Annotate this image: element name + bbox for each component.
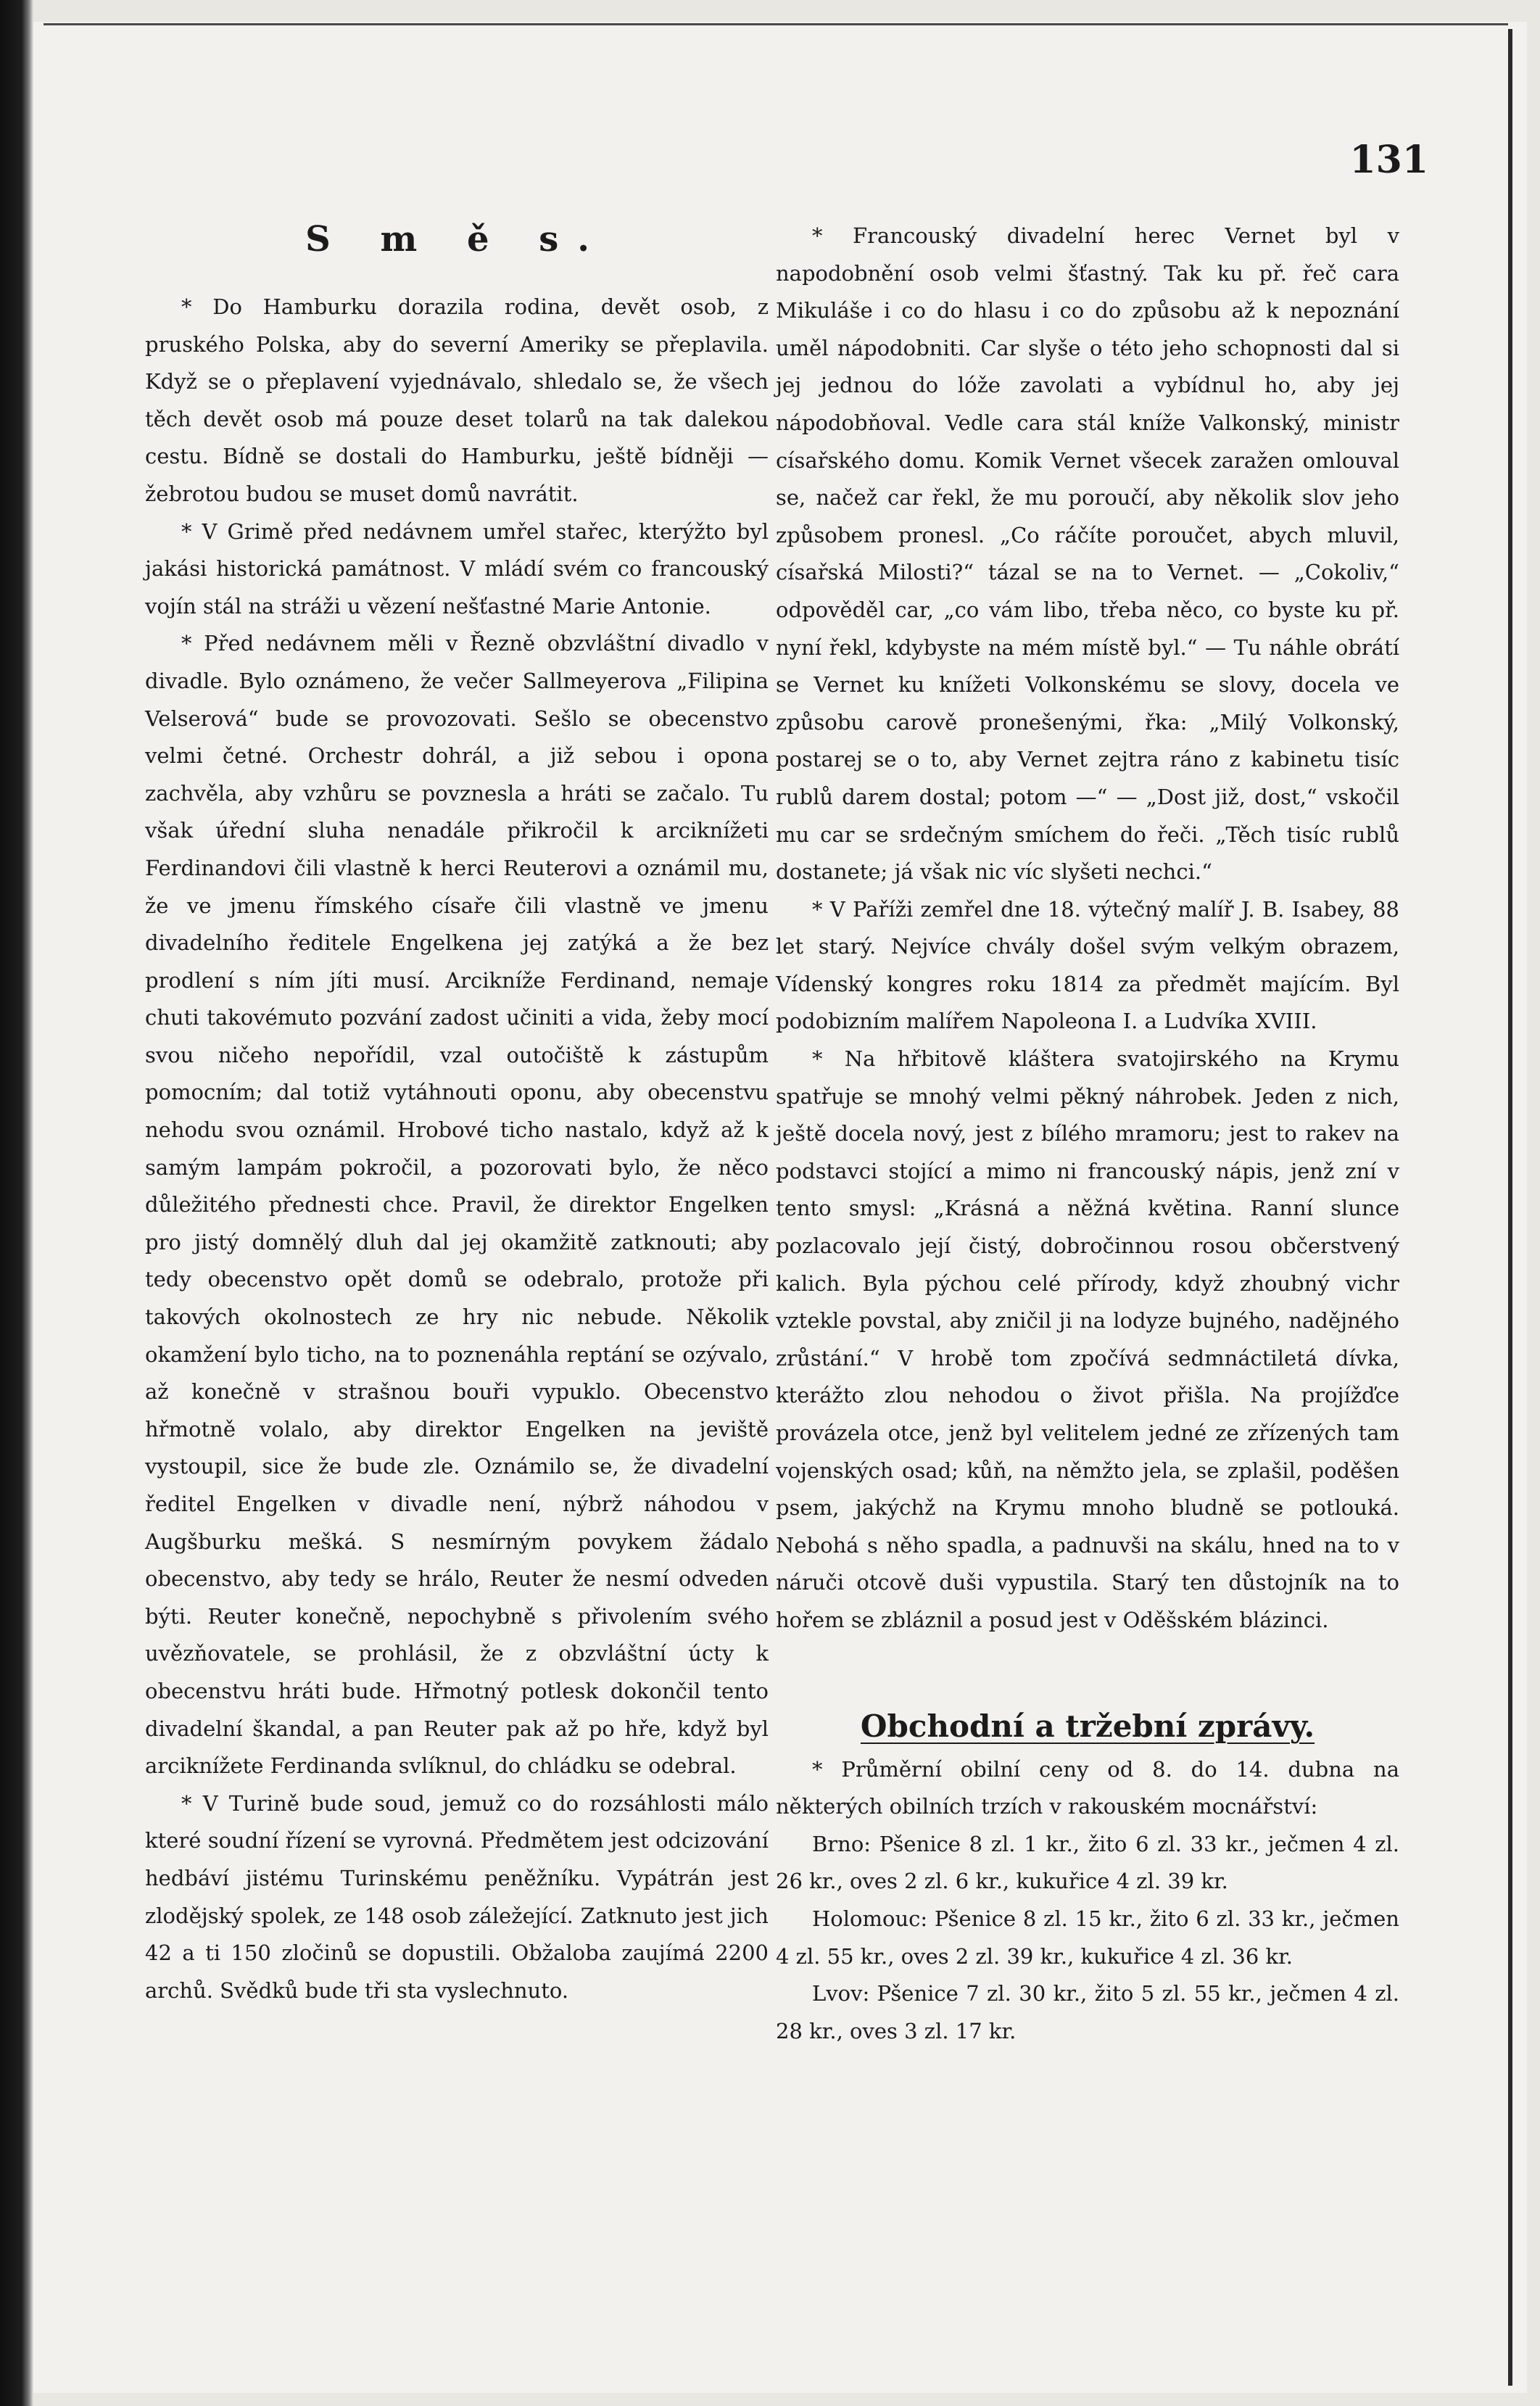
price-entry-holomouc: Holomouc: Pšenice 8 zl. 15 kr., žito 6 zl. 33 kr., ječmen 4 zl. 55 kr., oves 2 zl. 39 kr., kukuřice 4 zl. 36 kr. xyxy=(776,1906,1399,1969)
article-grima: * V Grimě před nedávnem umřel stařec, kterýžto byl jakási historická památnost. V mládí svém co francouský vojín stál na stráži u vězení nešťastné Marie Antonie. xyxy=(145,518,769,619)
trade-intro: * Průměrní obilní ceny od 8. do 14. dubna na některých obilních trzích v rakouském mocnářství: xyxy=(776,1756,1399,1819)
article-rezno-theatre: * Před nedávnem měli v Řezně obzvláštní divadlo v divadle. Bylo oznámeno, že večer Sallmeyerova „Filipina Velserová“ bude se provozovati. Sešlo se obecenstvo velmi četné. Orchestr dohrál, a již sebou i opona zachvěla, aby vzhůru se povznesla a hráti se začalo. Tu však úřední sluha nenadále přikročil k arciknížeti Ferdinandovi čili vlastně k herci Reuterovi a oznámil mu, že ve jmenu římského císaře čili vlastně ve jmenu divadelního ředitele Engelkena jej zatýká a že bez prodlení s ním jíti musí. Arcikníže Ferdinand, nemaje chuti takovémuto pozvání zadost učiniti a vida, žeby mocí svou ničeho nepořídil, vzal outočiště k zástupům pomocním; dal totiž vytáhnouti oponu, aby obecenstvu nehodu svou oznámil. Hrobové ticho nastalo, když až k samým lampám pokročil, a pozorovati bylo, že něco důležitého přednesti chce. Pravil, že direktor Engelken pro jistý domnělý dluh dal jej okamžitě zatknouti; aby tedy obecenstvo opět domů se odebralo, protože při takových okolnostech ze hry nic nebude. Několik okamžení bylo ticho, na to poznenáhla reptání se ozývalo, až konečně v strašnou bouři vypuklo. Obecenstvo hřmotně volalo, aby direktor Engelken na jeviště vystoupil, sice že bude zle. Oznámilo se, že divadelní ředitel Engelken v divadle není, nýbrž náhodou v Augšburku mešká. S nesmírným povykem žádalo obecenstvo, aby tedy se hrálo, Reuter že nesmí odveden býti. Reuter konečně, nepochybně s přivolením svého uvězňovatele, se prohlásil, že z obzvláštní úcty k obecenstvu hráti bude. Hřmotný potlesk dokončil tento divadelní škandal, a pan Reuter pak až po hře, když byl arciknížete Ferdinanda svlíknul, do chládku se odebral. xyxy=(145,631,769,1779)
top-rule xyxy=(44,23,1508,25)
right-column xyxy=(776,218,1399,2050)
article-hamburg: * Do Hamburku dorazila rodina, devět osob, z pruského Polska, aby do severní Ameriky se přeplavila. Když se o přeplavení vyjednávalo, shledalo se, že všech těch devět osob má pouze deset tolarů na tak dalekou cestu. Bídně se dostali do Hamburku, ještě bídněji — žebrotou budou se muset domů navrátit. xyxy=(145,294,769,506)
section-title-smes: S m ě s. xyxy=(305,219,608,260)
article-vernet: * Francouský divadelní herec Vernet byl v napodobnění osob velmi šťastný. Tak ku př. řeč cara Mikuláše i co do hlasu i co do způsobu až k nepoznání uměl nápodobniti. Car slyše o této jeho schopnosti dal si jej jednou do lóže zavolati a vybídnul ho, aby jej nápodobňoval. Vedle cara stál kníže Valkonský, ministr císařského domu. Komik Vernet všecek zaražen omlouval se, načež car řekl, že mu poroučí, aby několik slov jeho způsobem pronesl. „Co ráčíte poroučet, abych mluvil, císařská Milosti?“ tázal se na to Vernet. — „Cokoliv,“ odpověděl car, „co vám libo, třeba něco, co byste ku př. nyní řekl, kdybyste na mém místě byl.“ — Tu náhle obrátí se Vernet ku knížeti Volkonskému se slovy, docela ve způsobu carově pronešenými, řka: „Milý Volkonský, postarej se o to, aby Vernet zejtra ráno z kabinetu tisíc rublů darem dostal; potom —“ — „Dost již, dost,“ vskočil mu car se srdečným smíchem do řeči. „Těch tisíc rublů dostanete; já však nic víc slyšeti nechci.“ xyxy=(776,223,1399,885)
price-entry-lvov: Lvov: Pšenice 7 zl. 30 kr., žito 5 zl. 55 kr., ječmen 4 zl. 28 kr., oves 3 zl. 17 kr. xyxy=(776,1981,1399,2043)
price-entry-brno: Brno: Pšenice 8 zl. 1 kr., žito 6 zl. 33 kr., ječmen 4 zl. 26 kr., oves 2 zl. 6 kr., kukuřice 4 zl. 39 kr. xyxy=(776,1831,1399,1894)
scan-binding-edge xyxy=(0,0,33,2406)
right-margin-rule xyxy=(1508,29,1512,2386)
trade-news-title: Obchodní a tržební zprávy. xyxy=(860,1708,1315,1744)
page-number: 131 xyxy=(1349,138,1428,182)
article-isabey: * V Paříži zemřel dne 18. výtečný malíř J. B. Isabey, 88 let starý. Nejvíce chvály došel svým velkým obrazem, Vídenský kongres roku 1814 za předmět majícím. Byl podobizním malířem Napoleona I. a Ludvíka XVIII. xyxy=(776,896,1399,1034)
article-turin-trial: * V Turině bude soud, jemuž co do rozsáhlosti málo které soudní řízení se vyrovná. Předmětem jest odcizování hedbáví jistému Turinskému peněžníku. Vypátrán jest zlodějský spolek, ze 148 osob záležející. Zatknuto jest jich 42 a ti 150 zločinů se dopustili. Obžaloba zaujímá 2200 archů. Svědků bude tři sta vyslechnuto. xyxy=(145,1790,769,2003)
article-krym-grave: * Na hřbitově kláštera svatojirského na Krymu spatřuje se mnohý velmi pěkný náhrobek. Jeden z nich, ještě docela nový, jest z bílého mramoru; jest to rakev na podstavci stojící a mimo ni francouský nápis, jenž zní v tento smysl: „Krásná a něžná květina. Ranní slunce pozlacovalo její čistý, dobročinnou rosou občerstvený kalich. Byla pýchou celé přírody, když zhoubný vichr vztekle povstal, aby zničil ji na lodyze bujného, nadějného zrůstání.“ V hrobě tom zpočívá sedmnáctiletá dívka, kterážto zlou nehodou o život přišla. Na projížďce provázela otce, jenž byl velitelem jedné ze zřízených tam vojenských osad; kůň, na němžto jela, se zplašil, poděšen psem, jakýchž na Krymu mnoho bludně se potlouká. Nebohá s něho spadla, a padnuvši na skálu, hned na to v náruči otcově duši vypustila. Starý ten důstojník na to hořem se zbláznil a posud jest v Oděšském blázinci. xyxy=(776,1046,1399,1632)
left-column xyxy=(145,218,769,2009)
